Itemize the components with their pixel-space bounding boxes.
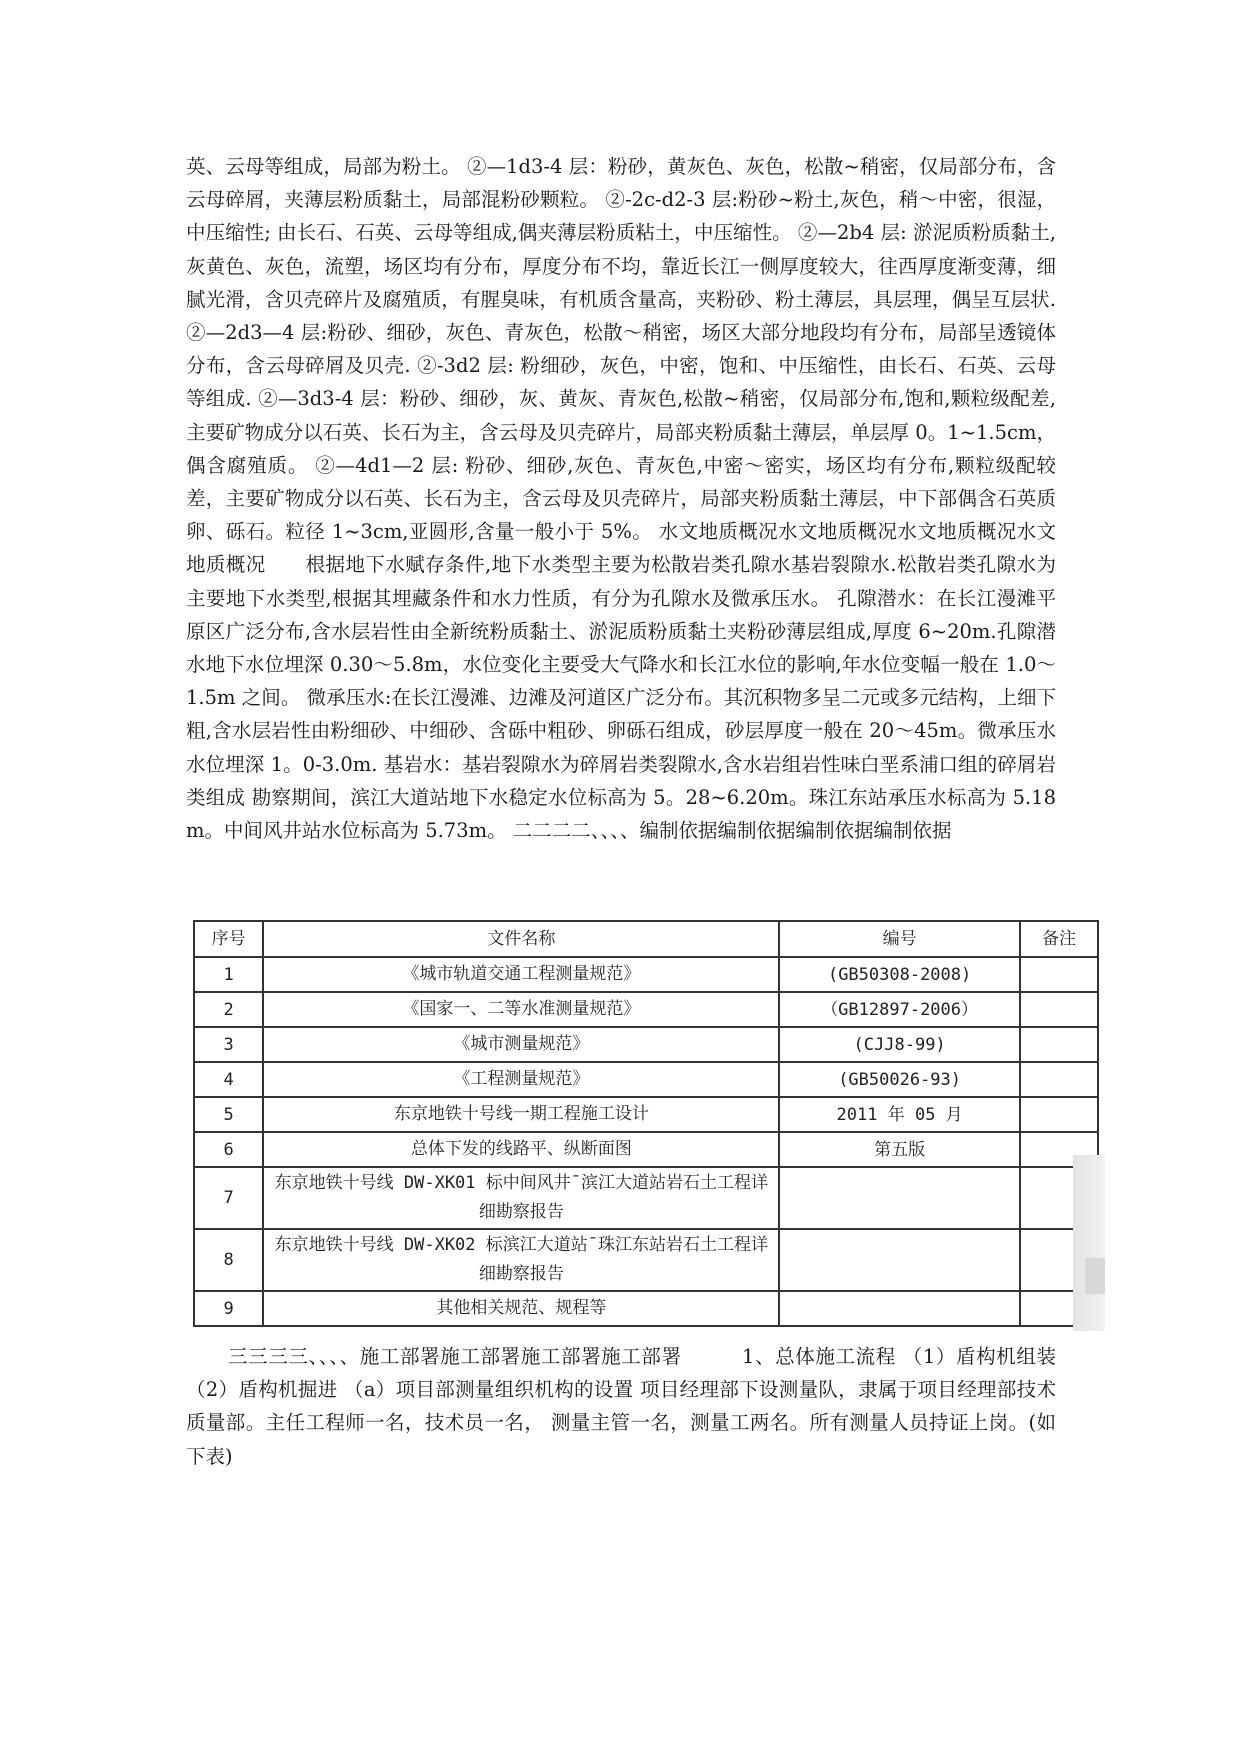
cell-code: 第五版	[779, 1132, 1020, 1167]
cell-seq: 1	[194, 957, 263, 992]
cell-code: (CJJ8-99)	[779, 1027, 1020, 1062]
cell-seq: 6	[194, 1132, 263, 1167]
cell-seq: 2	[194, 992, 263, 1027]
document-page-lower	[186, 1340, 1056, 1473]
table-row	[194, 1132, 1098, 1167]
cell-name: 东京地铁十号线一期工程施工设计	[263, 1097, 779, 1132]
cell-name: 总体下发的线路平、纵断面图	[263, 1132, 779, 1167]
table-row	[194, 1167, 1098, 1229]
cell-seq: 5	[194, 1097, 263, 1132]
cell-name: 东京地铁十号线 DW-XK01 标中间风井¯滨江大道站岩石土工程详细勘察报告	[263, 1167, 779, 1229]
cell-seq: 3	[194, 1027, 263, 1062]
table-header-row	[194, 921, 1098, 957]
header-seq: 序号	[194, 921, 263, 957]
cell-name: 《城市测量规范》	[263, 1027, 779, 1062]
cell-code: 2011 年 05 月	[779, 1097, 1020, 1132]
cell-code: （GB12897-2006）	[779, 992, 1020, 1027]
table-row	[194, 1097, 1098, 1132]
cell-name: 东京地铁十号线 DW-XK02 标滨江大道站¯珠江东站岩石土工程详细勘察报告	[263, 1229, 779, 1291]
document-page	[186, 150, 1056, 847]
scan-edge-shadow-dark	[1085, 1258, 1105, 1294]
cell-remark	[1020, 1027, 1098, 1062]
cell-seq: 4	[194, 1062, 263, 1097]
cell-seq: 8	[194, 1229, 263, 1291]
cell-seq: 7	[194, 1167, 263, 1229]
table-row	[194, 1027, 1098, 1062]
body-paragraph-geology: 英、云母等组成，局部为粉土。 ②—1d3-4 层：粉砂，黄灰色、灰色，松散~稍密，仅局部分布，含云母碎屑，夹薄层粉质黏土，局部混粉砂颗粒。 ②-2c-d2-3 层:粉砂~粉土,灰色，稍～中密，很湿，中压缩性; 由长石、石英、云母等组成,偶夹薄层粉质粘土，中压缩性。 ②—2b4 层: 淤泥质粉质黏土,灰黄色、灰色，流塑，场区均有分布，厚度分布不均，靠近长江一侧厚度较大，往西厚度渐变薄，细腻光滑，含贝壳碎片及腐殖质，有腥臭味，有机质含量高，夹粉砂、粉土薄层，具层理，偶呈互层状. ②—2d3—4 层:粉砂、细砂，灰色、青灰色，松散～稍密，场区大部分地段均有分布，局部呈透镜体分布，含云母碎屑及贝壳. ②-3d2 层: 粉细砂，灰色，中密，饱和、中压缩性，由长石、石英、云母等组成. ②—3d3-4 层：粉砂、细砂，灰、黄灰、青灰色,松散~稍密，仅局部分布,饱和,颗粒级配差,主要矿物成分以石英、长石为主，含云母及贝壳碎片，局部夹粉质黏土薄层，单层厚 0。1~1.5cm，偶含腐殖质。 ②—4d1—2 层: 粉砂、细砂,灰色、青灰色,中密～密实，场区均有分布,颗粒级配较差，主要矿物成分以石英、长石为主，含云母及贝壳碎片，局部夹粉质黏土薄层，中下部偶含石英质卵、砾石。粒径 1~3cm,亚圆形,含量一般小于 5%。 水文地质概况水文地质概况水文地质概况水文地质概况 根据地下水赋存条件,地下水类型主要为松散岩类孔隙水基岩裂隙水.松散岩类孔隙水为主要地下水类型,根据其埋藏条件和水力性质，有分为孔隙水及微承压水。 孔隙潜水：在长江漫滩平原区广泛分布,含水层岩性由全新统粉质黏土、淤泥质粉质黏土夹粉砂薄层组成,厚度 6~20m.孔隙潜水地下水位埋深 0.30～5.8m，水位变化主要受大气降水和长江水位的影响,年水位变幅一般在 1.0～1.5m 之间。 微承压水:在长江漫滩、边滩及河道区广泛分布。其沉积物多呈二元或多元结构，上细下粗,含水层岩性由粉细砂、中细砂、含砾中粗砂、卵砾石组成，砂层厚度一般在 20～45m。微承压水水位埋深 1。0-3.0m. 基岩水：基岩裂隙水为碎屑岩类裂隙水,含水岩组岩性味白垩系浦口组的碎屑岩类组成 勘察期间，滨江大道站地下水稳定水位标高为 5。28~6.20m。珠江东站承压水标高为 5.18m。中间风井站水位标高为 5.73m。 二二二二、、、、编制依据编制依据编制依据编制依据	[186, 155, 1056, 843]
header-name: 文件名称	[263, 921, 779, 957]
reference-documents-table	[193, 920, 1099, 1327]
cell-code: (GB50308-2008)	[779, 957, 1020, 992]
table-row	[194, 1229, 1098, 1291]
cell-name: 《国家一、二等水准测量规范》	[263, 992, 779, 1027]
table-row	[194, 1291, 1098, 1326]
table-row	[194, 1062, 1098, 1097]
cell-remark	[1020, 992, 1098, 1027]
cell-code	[779, 1167, 1020, 1229]
cell-code: (GB50026-93)	[779, 1062, 1020, 1097]
cell-name: 其他相关规范、规程等	[263, 1291, 779, 1326]
cell-code	[779, 1291, 1020, 1326]
cell-code	[779, 1229, 1020, 1291]
table-row	[194, 992, 1098, 1027]
cell-remark	[1020, 1097, 1098, 1132]
header-remark: 备注	[1020, 921, 1098, 957]
body-paragraph-deployment: 三三三三、、、、施工部署施工部署施工部署施工部署 1、总体施工流程 （1）盾构机组装 （2）盾构机掘进 （a）项目部测量组织机构的设置 项目经理部下设测量队，隶属于项目经理部技术质量部。主任工程师一名，技术员一名， 测量主管一名，测量工两名。所有测量人员持证上岗。(如下表)	[186, 1345, 1056, 1468]
cell-name: 《城市轨道交通工程测量规范》	[263, 957, 779, 992]
cell-name: 《工程测量规范》	[263, 1062, 779, 1097]
cell-remark	[1020, 1062, 1098, 1097]
table-row	[194, 957, 1098, 992]
scan-edge-shadow	[1073, 1155, 1105, 1331]
cell-remark	[1020, 957, 1098, 992]
cell-seq: 9	[194, 1291, 263, 1326]
header-code: 编号	[779, 921, 1020, 957]
